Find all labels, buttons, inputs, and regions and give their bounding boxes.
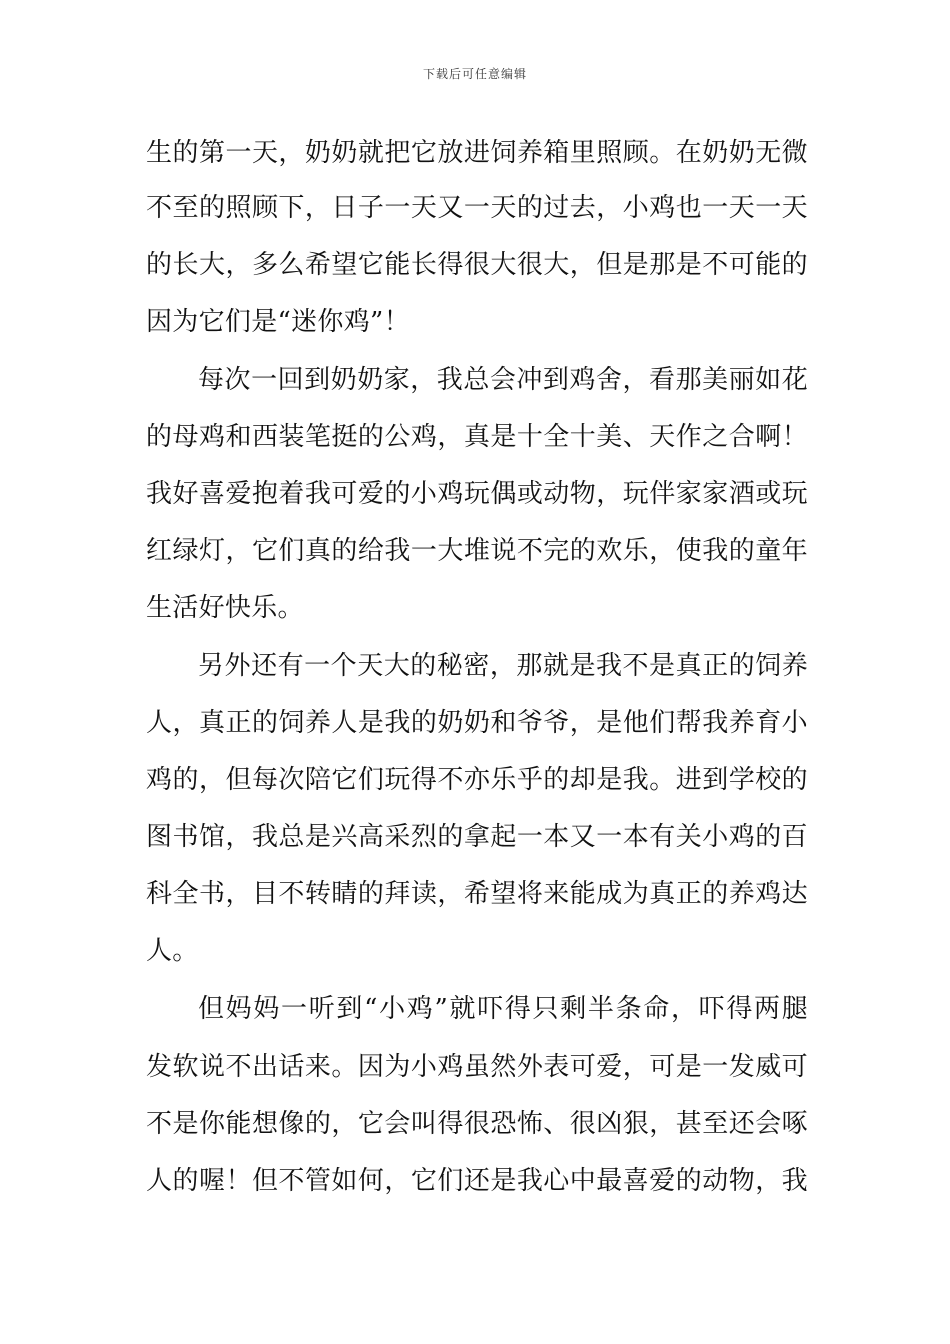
text-line: 科全书，目不转睛的拜读，希望将来能成为真正的养鸡达: [146, 879, 808, 909]
text-line: 红绿灯，它们真的给我一大堆说不完的欢乐，使我的童年: [146, 536, 808, 566]
text-line: 鸡的，但每次陪它们玩得不亦乐乎的却是我。进到学校的: [146, 765, 808, 795]
text-line: 生活好快乐。: [146, 593, 304, 623]
text-line: 不至的照顾下，日子一天又一天的过去，小鸡也一天一天: [146, 193, 808, 223]
text-line: 的母鸡和西装笔挺的公鸡，真是十全十美、天作之合啊！: [146, 422, 808, 452]
page-header: 下载后可任意编辑: [422, 67, 527, 81]
text-line: 但妈妈一听到“小鸡”就吓得只剩半条命，吓得两腿: [198, 994, 808, 1024]
text-line: 生的第一天，奶奶就把它放进饲养箱里照顾。在奶奶无微: [146, 138, 808, 168]
text-line: 每次一回到奶奶家，我总会冲到鸡舍，看那美丽如花: [198, 365, 808, 395]
text-line: 发软说不出话来。因为小鸡虽然外表可爱，可是一发威可: [146, 1052, 808, 1082]
text-line: 不是你能想像的，它会叫得很恐怖、很凶狠，甚至还会啄: [146, 1109, 808, 1139]
text-line: 图书馆，我总是兴高采烈的拿起一本又一本有关小鸡的百: [146, 822, 808, 852]
text-line: 的长大，多么希望它能长得很大很大，但是那是不可能的: [146, 250, 808, 280]
text-line: 我好喜爱抱着我可爱的小鸡玩偶或动物，玩伴家家酒或玩: [146, 479, 808, 509]
text-line: 人的喔！但不管如何，它们还是我心中最喜爱的动物，我: [146, 1166, 808, 1196]
text-line: 另外还有一个天大的秘密，那就是我不是真正的饲养: [198, 651, 808, 681]
text-line: 因为它们是“迷你鸡”！: [146, 307, 410, 337]
text-line: 人。: [146, 936, 199, 966]
text-line: 人，真正的饲养人是我的奶奶和爷爷，是他们帮我养育小: [146, 708, 808, 738]
